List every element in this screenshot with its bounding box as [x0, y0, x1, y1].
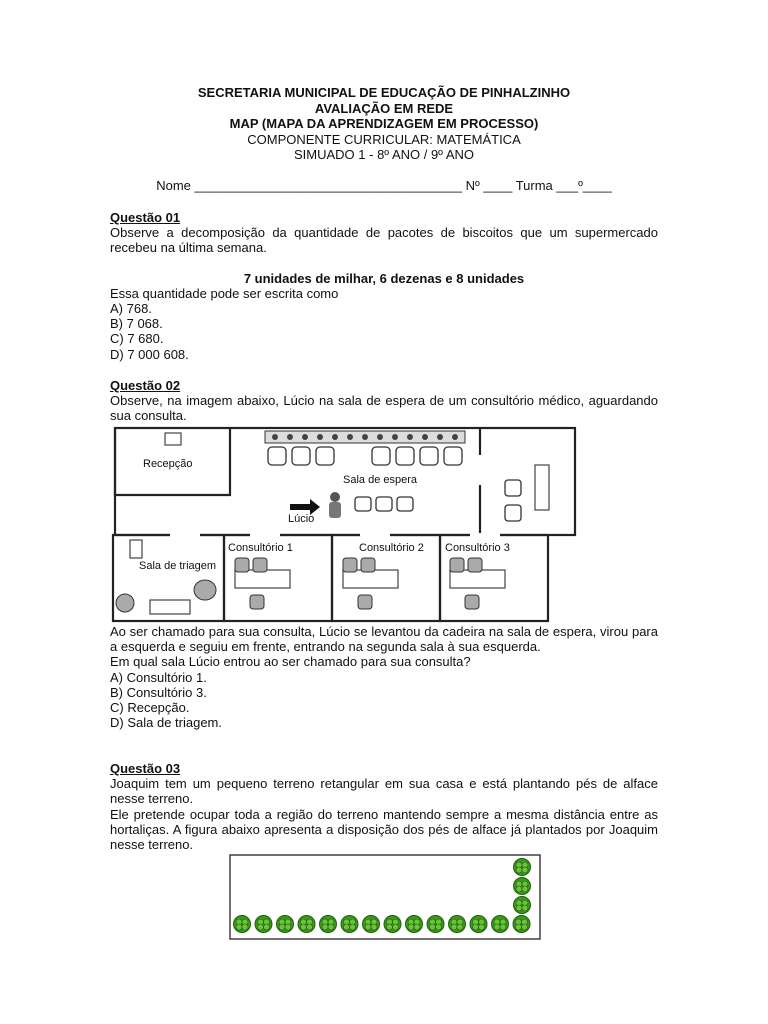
question-03-p1: Joaquim tem um pequeno terreno retangular em sua casa e está plantando pés de alface nesse terreno. — [110, 776, 658, 807]
lettuce-head — [513, 916, 530, 933]
plan-label-consultorio-1: Consultório 1 — [228, 542, 293, 554]
lettuce-head — [363, 916, 380, 933]
lettuce-head — [514, 859, 531, 876]
header-simulado: SIMUADO 1 - 8º ANO / 9º ANO — [294, 147, 474, 162]
question-01 — [110, 210, 658, 362]
lettuce-head — [255, 916, 272, 933]
lettuce-head — [406, 916, 423, 933]
lettuce-head — [427, 916, 444, 933]
header-componente: COMPONENTE CURRICULAR: MATEMÁTICA — [247, 131, 521, 147]
clinic-floor-plan — [110, 425, 580, 625]
question-02-text2: Ao ser chamado para sua consulta, Lúcio se levantou da cadeira na sala de espera, virou para a esquerda e seguiu em frente, entrando na segunda sala à sua esquerda. — [110, 624, 658, 655]
question-02-text: Observe, na imagem abaixo, Lúcio na sala de espera de um consultório médico, aguardando sua consulta. — [110, 393, 658, 424]
lettuce-head — [514, 897, 531, 914]
lettuce-head — [320, 916, 337, 933]
question-02 — [110, 378, 658, 424]
lettuce-head — [277, 916, 294, 933]
header-secretaria: SECRETARIA MUNICIPAL DE EDUCAÇÃO DE PINHALZINHO — [197, 85, 571, 100]
question-02-option-b: B) Consultório 3. — [110, 684, 207, 700]
question-01-option-c: C) 7 680. — [110, 331, 164, 347]
question-01-prompt: Essa quantidade pode ser escrita como — [110, 285, 339, 301]
lettuce-head — [470, 916, 487, 933]
student-info-line: Nome _____________________________________ Nº ____ Turma ___º____ — [156, 178, 612, 193]
question-01-text: Observe a decomposição da quantidade de pacotes de biscoitos que um supermercado recebeu na última semana. — [110, 225, 658, 256]
lettuce-head — [384, 916, 401, 933]
lettuce-head — [492, 916, 509, 933]
question-01-option-d: D) 7 000 608. — [110, 346, 189, 362]
lettuce-head — [298, 916, 315, 933]
plan-label-consultorio-3: Consultório 3 — [445, 542, 510, 554]
lettuce-head — [234, 916, 251, 933]
question-01-title: Questão 01 — [110, 210, 181, 225]
question-03-p2: Ele pretende ocupar toda a região do terreno mantendo sempre a mesma distância entre as hortaliças. A figura abaixo apresenta a disposição dos pés de alface já plantados por Joaquim nesse terreno. — [110, 806, 658, 853]
lettuce-garden-figure — [229, 854, 541, 940]
question-02-title: Questão 02 — [110, 378, 181, 393]
plan-label-sala-espera: Sala de espera — [343, 474, 417, 486]
question-01-option-b: B) 7 068. — [110, 316, 163, 332]
lettuce-head — [514, 878, 531, 895]
question-01-highlight: 7 unidades de milhar, 6 dezenas e 8 unidades — [243, 270, 525, 286]
plan-label-lucio: Lúcio — [288, 513, 315, 525]
question-02-option-d: D) Sala de triagem. — [110, 715, 222, 731]
lettuce-head — [341, 916, 358, 933]
header-avaliacao: AVALIAÇÃO EM REDE — [314, 100, 454, 116]
plan-label-consultorio-2: Consultório 2 — [359, 542, 424, 554]
question-02-option-c: C) Recepção. — [110, 700, 190, 716]
lettuce-head — [449, 916, 466, 933]
question-02-question: Em qual sala Lúcio entrou ao ser chamado para sua consulta? — [110, 654, 471, 670]
question-03-title: Questão 03 — [110, 761, 181, 776]
question-02-continued — [110, 624, 658, 730]
question-03 — [110, 761, 658, 852]
plan-label-triagem: Sala de triagem — [139, 560, 217, 572]
question-02-option-a: A) Consultório 1. — [110, 669, 207, 685]
header-map: MAP (MAPA DA APRENDIZAGEM EM PROCESSO) — [229, 116, 539, 131]
exam-header — [0, 85, 768, 163]
question-01-option-a: A) 768. — [110, 301, 152, 317]
plan-label-recepcao: Recepção — [143, 458, 193, 470]
